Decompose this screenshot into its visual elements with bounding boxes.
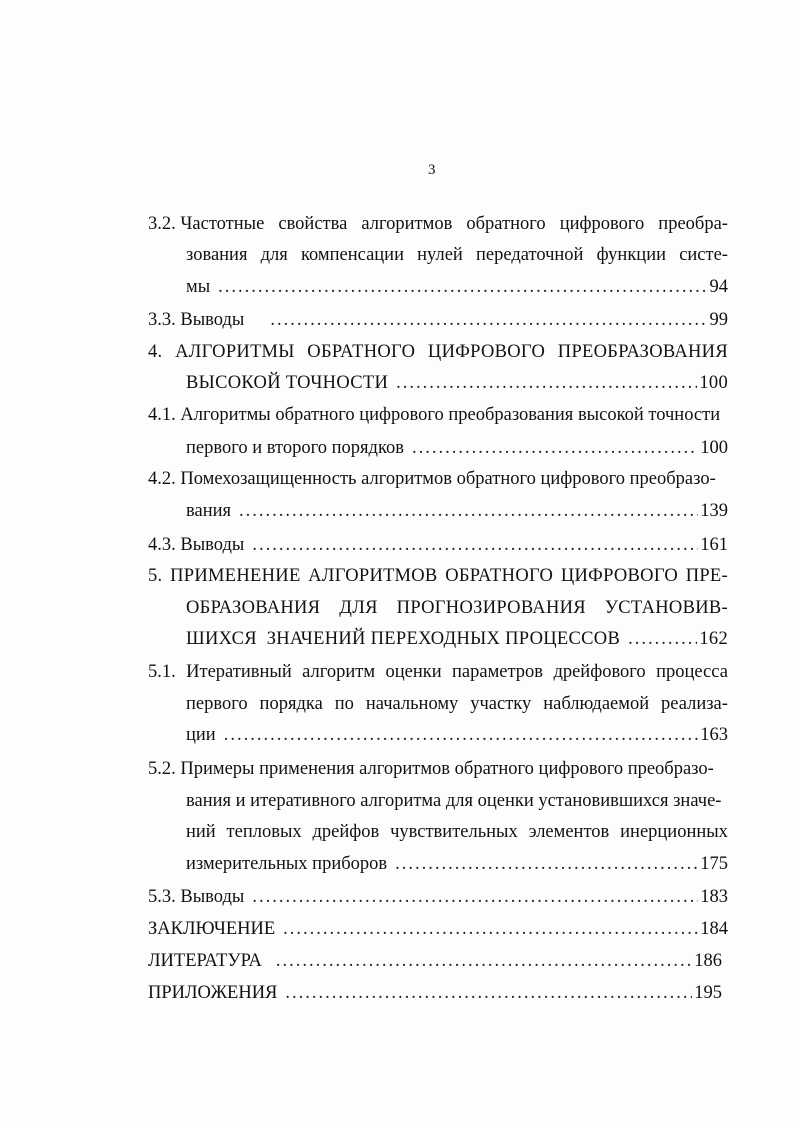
toc-entry-5-2-line-2: вания и итеративного алгоритма для оценки установившихся значе- bbox=[186, 791, 722, 811]
toc-page-number: 184 bbox=[700, 919, 728, 939]
toc-page-number: 161 bbox=[700, 535, 728, 555]
toc-page-number: 100 bbox=[699, 373, 728, 393]
toc-entry-3-2-line-3: мы ..... 94 bbox=[186, 275, 728, 299]
toc-entry-4-2-line-1: 4.2. Помехозащищенность алгоритмов обратного цифрового преобразо- bbox=[148, 469, 716, 489]
toc-entry-5-1-line-1: 5.1. Итеративный алгоритм оценки параметров дрейфового процесса bbox=[148, 662, 728, 682]
toc-entry-5-2-line-1: 5.2. Примеры применения алгоритмов обратного цифрового преобразо- bbox=[148, 759, 714, 779]
toc-entry-5-1-line-2: первого порядка по начальному участку наблюдаемой реализа- bbox=[186, 694, 728, 714]
toc-page-number: 183 bbox=[700, 887, 728, 907]
toc-entry-5-3: 5.3. Выводы ..... 183 bbox=[148, 885, 728, 909]
toc-page-number: 94 bbox=[709, 277, 728, 297]
toc-entry-5-2-line-3: ний тепловых дрейфов чувствительных элементов инерционных bbox=[186, 822, 728, 842]
toc-page-number: 186 bbox=[694, 951, 722, 971]
toc-page-number: 162 bbox=[699, 629, 728, 649]
toc-entry-3-3: 3.3. Выводы ..... 99 bbox=[148, 308, 728, 332]
toc-entry-3-2-line-1: 3.2. Частотные свойства алгоритмов обратного цифрового преобра- bbox=[148, 214, 728, 234]
toc-entry-5-1-line-3: ции ..... 163 bbox=[186, 723, 728, 747]
page-number: 3 bbox=[428, 162, 436, 178]
toc-entry-5-line-1: 5. ПРИМЕНЕНИЕ АЛГОРИТМОВ ОБРАТНОГО ЦИФРОВОГО ПРЕ- bbox=[148, 566, 728, 586]
toc-entry-4-2-line-2: вания ..... 139 bbox=[186, 499, 728, 523]
toc-page-number: 99 bbox=[709, 310, 728, 330]
toc-entry-4-3: 4.3. Выводы ..... 161 bbox=[148, 533, 728, 557]
toc-entry-5-2-line-4: измерительных приборов ..... 175 bbox=[186, 852, 728, 876]
toc-entry-5-line-3: ШИХСЯ ЗНАЧЕНИЙ ПЕРЕХОДНЫХ ПРОЦЕССОВ ..... 162 bbox=[186, 627, 728, 651]
toc-page-number: 139 bbox=[700, 501, 728, 521]
toc-page-number: 100 bbox=[700, 438, 728, 458]
toc-page-number: 163 bbox=[700, 725, 728, 745]
toc-page-number: 195 bbox=[694, 983, 722, 1003]
toc-entry-3-2-line-2: зования для компенсации нулей передаточной функции систе- bbox=[186, 245, 728, 265]
toc-entry-appendices: ПРИЛОЖЕНИЯ ..... 195 bbox=[148, 981, 722, 1005]
toc-entry-4-line-2: ВЫСОКОЙ ТОЧНОСТИ ..... 100 bbox=[186, 371, 728, 395]
toc-entry-4-1-line-2: первого и второго порядков ..... 100 bbox=[186, 436, 728, 460]
toc-page-number: 175 bbox=[700, 854, 728, 874]
toc-entry-literature: ЛИТЕРАТУРА ..... 186 bbox=[148, 949, 722, 973]
toc-entry-4-line-1: 4. АЛГОРИТМЫ ОБРАТНОГО ЦИФРОВОГО ПРЕОБРАЗОВАНИЯ bbox=[148, 342, 728, 362]
toc-entry-conclusion: ЗАКЛЮЧЕНИЕ ..... 184 bbox=[148, 917, 728, 941]
toc-entry-5-line-2: ОБРАЗОВАНИЯ ДЛЯ ПРОГНОЗИРОВАНИЯ УСТАНОВИВ- bbox=[186, 598, 728, 618]
toc-entry-4-1-line-1: 4.1. Алгоритмы обратного цифрового преобразования высокой точности bbox=[148, 405, 721, 425]
